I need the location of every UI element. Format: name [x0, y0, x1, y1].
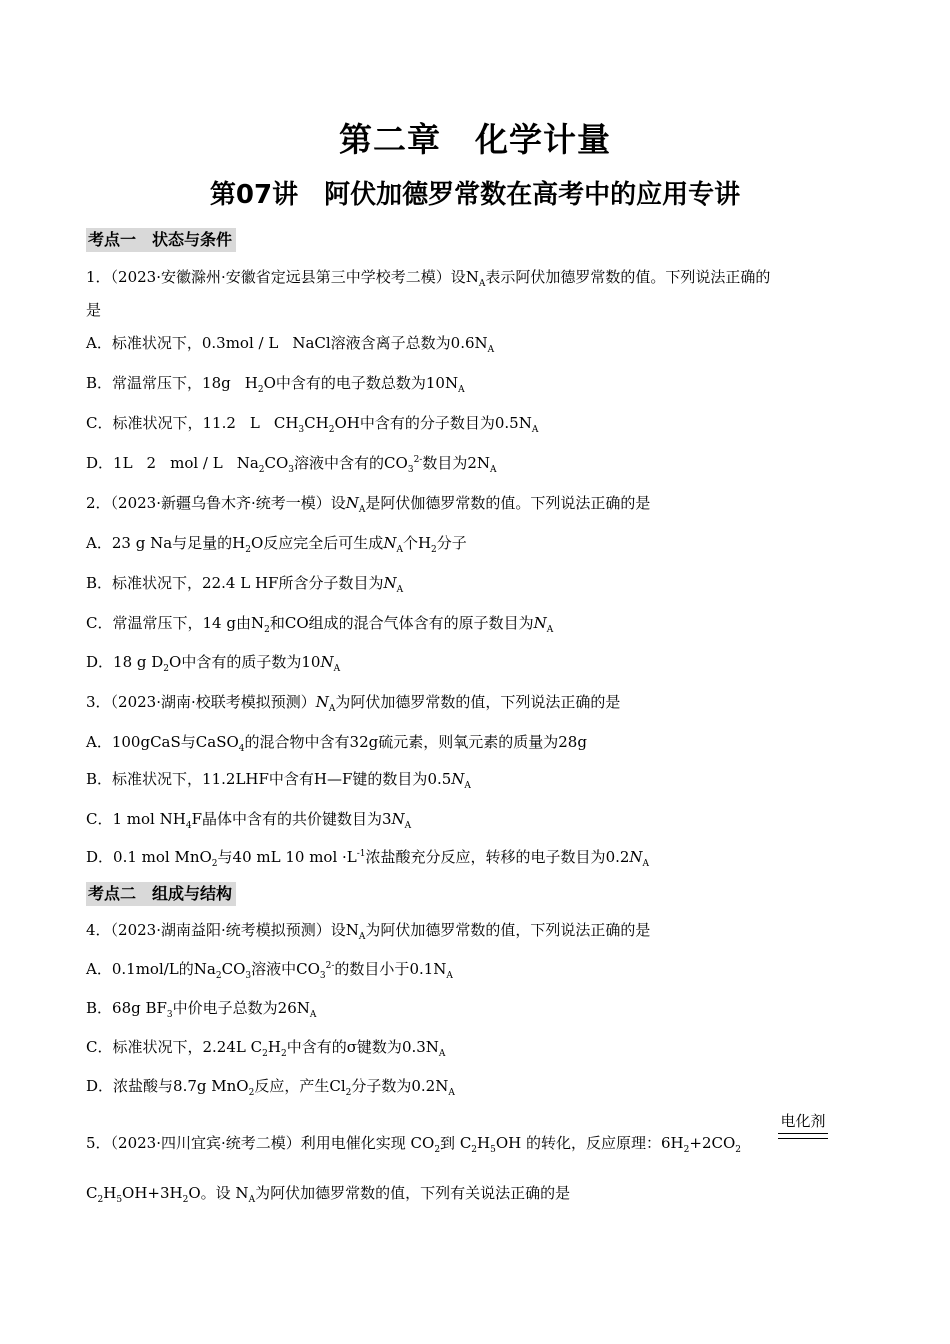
chapter-title: 第二章 化学计量: [339, 120, 611, 159]
catalyst-label: 电化剂: [780, 1112, 826, 1130]
question-2-option-a: A．23 g Na与足量的$H_2O$反应完全后可生成$N_A$个$H_2$分子: [86, 534, 467, 555]
question-4-option-b: B．68g $BF_3$中价电子总数为$26N_A$: [86, 999, 317, 1020]
section-heading-1: 考点一 状态与条件: [86, 228, 236, 252]
question-2-option-d: D．18 g $D_2O$中含有的质子数为$10N_A$: [86, 653, 341, 674]
question-4-option-a: A．0.1mol/L的$Na_2CO_3$溶液中$CO_3^{2-}$的数目小于$0.1N_A$: [86, 960, 453, 981]
question-4-option-c: C．标准状况下，2.24L $C_2H_2$中含有的σ键数为$0.3N_A$: [86, 1038, 446, 1059]
question-1-option-a: A．标准状况下，0.3mol / L NaCl溶液含离子总数为$0.6N_A$: [86, 334, 495, 355]
question-3-option-b: B．标准状况下，11.2LHF中含有H—F键的数目为$0.5N_A$: [86, 770, 471, 791]
question-3-option-a: A．100gCaS与CaSO$_4$的混合物中含有32g硫元素，则氧元素的质量为28g: [86, 733, 587, 754]
question-3-option-d: D．0.1 mol MnO$_2$与40 mL 10 mol $\cdot L^{-1}$浓盐酸充分反应，转移的电子数目为$0.2N_A$: [86, 848, 650, 869]
question-3-stem: 3．（2023·湖南·校联考模拟预测）$N_A$为阿伏加德罗常数的值，下列说法正确的是: [86, 693, 621, 714]
question-3-option-c: C．1 mol $NH_4F$晶体中含有的共价键数目为$3N_A$: [86, 810, 412, 831]
question-1-option-d: D．1L 2 mol / L $Na_2CO_3$溶液中含有的$CO_3^{2-}$数目为$2N_A$: [86, 454, 497, 475]
question-1-stem: 1．（2023·安徽滁州·安徽省定远县第三中学校考二模）设$N_A$表示阿伏加德罗常数的值。下列说法正确的: [86, 268, 771, 289]
question-2-option-b: B．标准状况下，22.4 L HF所含分子数目为$N_A$: [86, 574, 404, 595]
question-4-option-d: D．浓盐酸与8.7g MnO$_2$反应，产生$Cl_2$分子数为$0.2N_A$: [86, 1077, 455, 1098]
question-5-stem-cont: $C_2H_5OH+3H_2O$。设 $N_A$为阿伏加德罗常数的值，下列有关说法正确的是: [86, 1184, 571, 1205]
question-1-stem-cont: 是: [86, 301, 102, 319]
question-1-option-c: C．标准状况下，11.2 L $CH_3CH_2OH$中含有的分子数目为$0.5N_A$: [86, 414, 539, 435]
lecture-title: 第07讲 阿伏加德罗常数在高考中的应用专讲: [209, 180, 741, 210]
question-1-option-b: B．常温常压下，18g $H_2O$中含有的电子数总数为$10N_A$: [86, 374, 465, 395]
question-4-stem: 4．（2023·湖南益阳·统考模拟预测）设$N_A$为阿伏加德罗常数的值，下列说法正确的是: [86, 921, 651, 942]
question-2-option-c: C．常温常压下，14 g由$N_2$和CO组成的混合气体含有的原子数目为$N_A$: [86, 614, 554, 635]
section-heading-2: 考点二 组成与结构: [86, 882, 236, 906]
question-5-stem: 5．（2023·四川宜宾·统考二模）利用电催化实现 $CO_2$到 $C_2H_5OH$ 的转化，反应原理：$6H_2+2CO_2$: [86, 1134, 741, 1155]
question-2-stem: 2．（2023·新疆乌鲁木齐·统考一模）设$N_A$是阿伏伽德罗常数的值。下列说法正确的是: [86, 494, 651, 515]
reaction-arrow: [778, 1133, 828, 1139]
